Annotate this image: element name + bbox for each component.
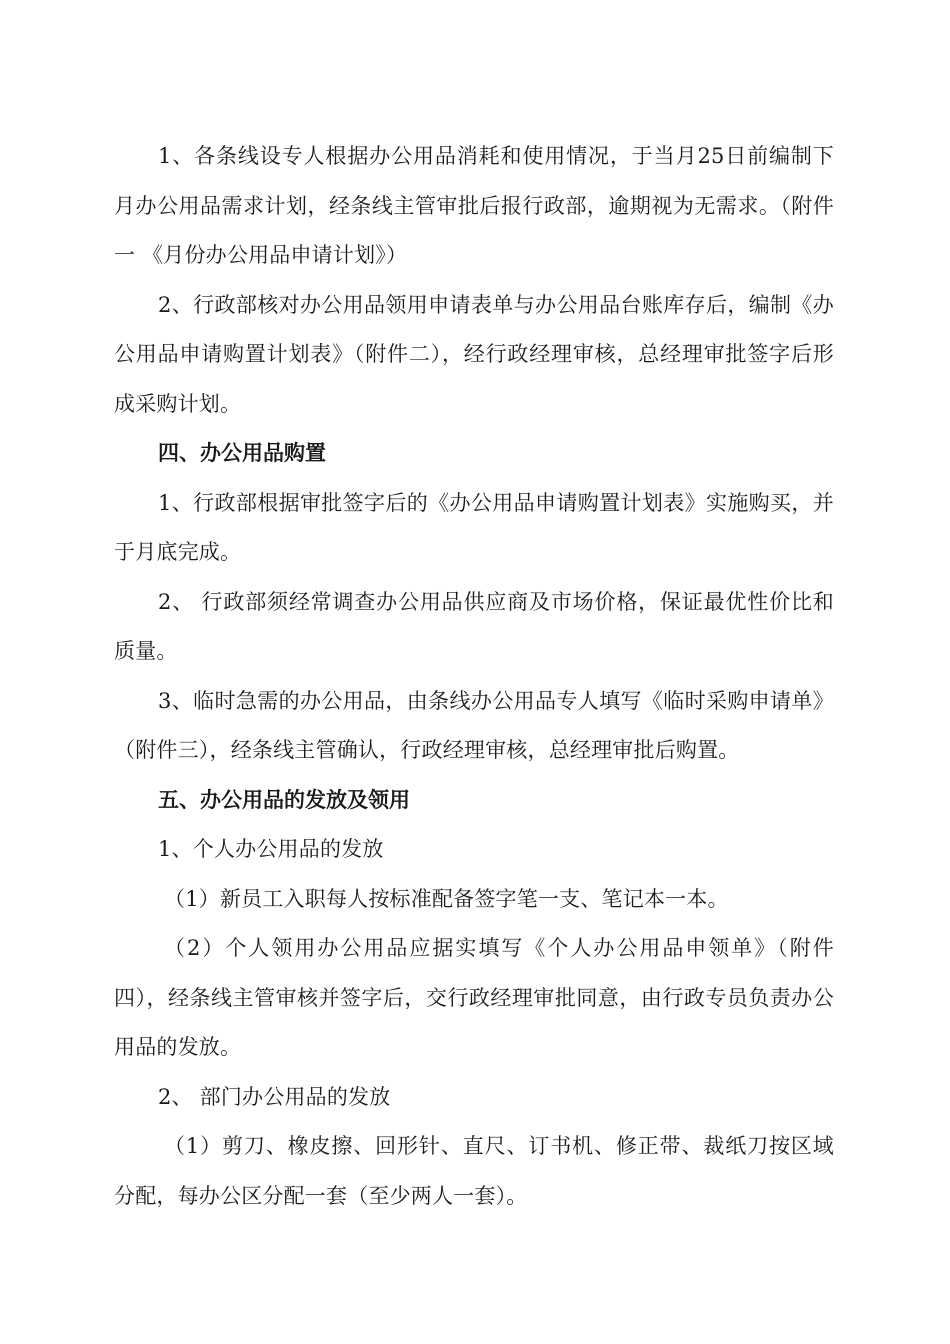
- section-heading-purchase: 四、办公用品购置: [158, 441, 326, 465]
- paragraph-shared-tools: （1）剪刀、橡皮擦、回形针、直尺、订书机、修正带、裁纸刀按区域分配，每办公区分配一套（至少两人一套）。: [114, 1134, 834, 1208]
- paragraph-demand-plan: 1、各条线设专人根据办公用品消耗和使用情况，于当月25日前编制下月办公用品需求计划，经条线主管审批后报行政部，逾期视为无需求。（附件一 《月份办公用品申请计划》）: [114, 144, 834, 267]
- paragraph-new-employee: （1）新员工入职每人按标准配备签字笔一支、笔记本一本。: [164, 886, 729, 911]
- subheading-personal-distribution: 1、个人办公用品的发放: [158, 837, 384, 861]
- paragraph-urgent-purchase: 3、临时急需的办公用品，由条线办公用品专人填写《临时采购申请单》（附件三），经条线主管确认，行政经理审核，总经理审批后购置。: [114, 688, 834, 762]
- paragraph-purchase-plan: 2、行政部核对办公用品领用申请表单与办公用品台账库存后，编制《办公用品申请购置计划表》（附件二），经行政经理审核，总经理审批签字后形成采购计划。: [114, 292, 834, 416]
- subheading-department-distribution: 2、 部门办公用品的发放: [158, 1084, 391, 1109]
- paragraph-purchase-implement: 1、行政部根据审批签字后的《办公用品申请购置计划表》实施购买，并于月底完成。: [114, 490, 834, 564]
- paragraph-personal-request: （2）个人领用办公用品应据实填写《个人办公用品申领单》（附件四），经条线主管审核并签字后，交行政经理审批同意，由行政专员负责办公用品的发放。: [114, 936, 834, 1059]
- paragraph-supplier-survey: 2、 行政部须经常调查办公用品供应商及市场价格，保证最优性价比和质量。: [114, 589, 834, 663]
- section-heading-distribution: 五、办公用品的发放及领用: [158, 787, 410, 812]
- document-body: [114, 132, 834, 1221]
